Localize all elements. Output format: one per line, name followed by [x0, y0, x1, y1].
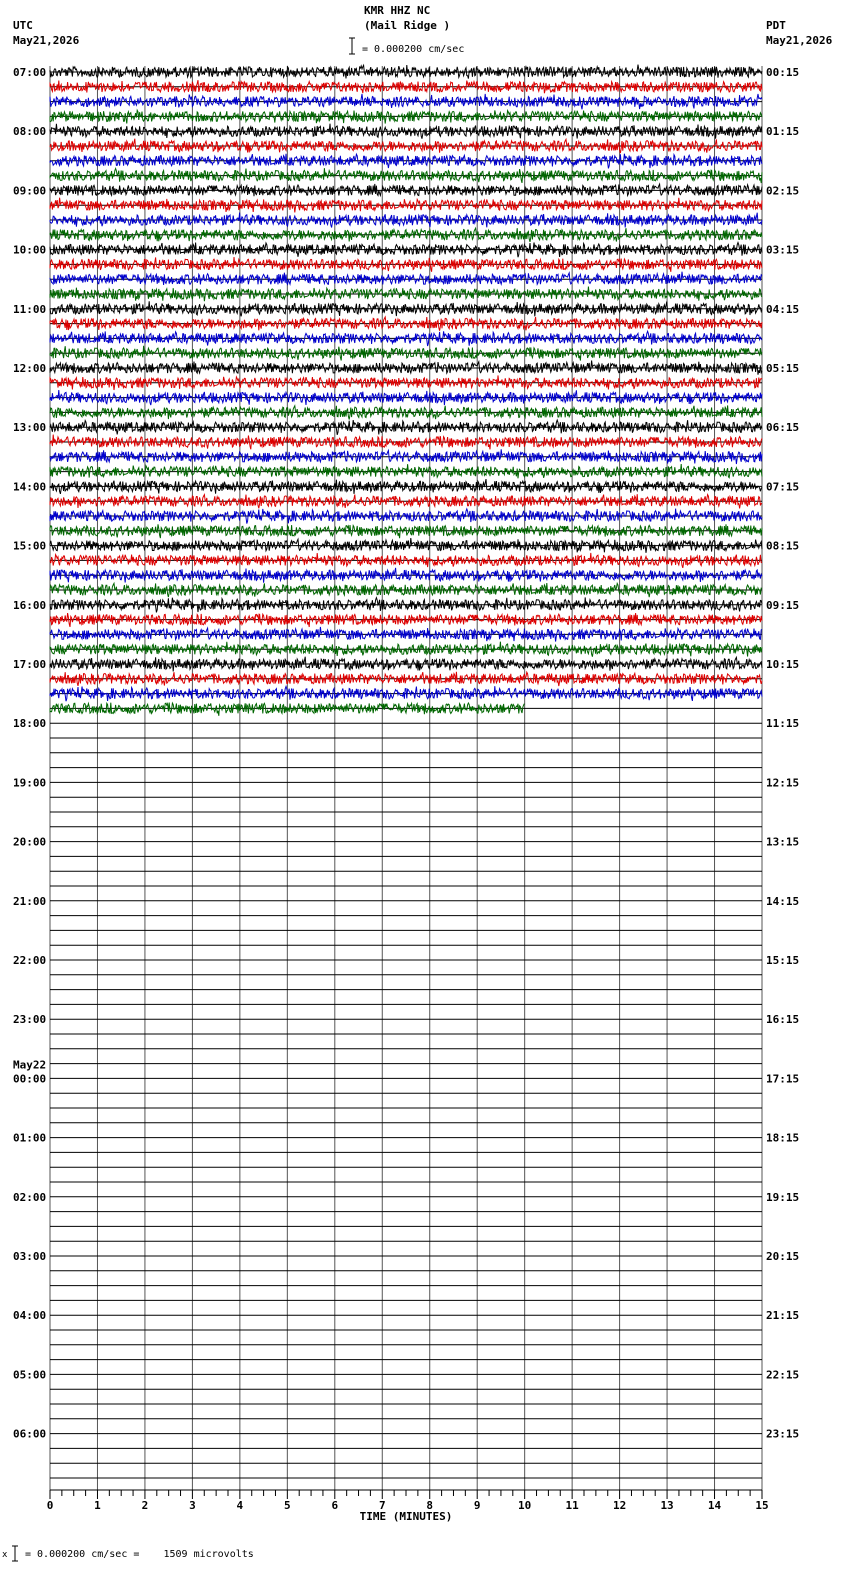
utc-hour-label: 06:00	[13, 1427, 47, 1441]
x-tick-label: 13	[660, 1499, 674, 1512]
utc-hour-label: 11:00	[13, 302, 47, 316]
utc-hour-label: 20:00	[13, 835, 47, 849]
seismic-trace	[50, 287, 762, 302]
utc-hour-label: 05:00	[13, 1368, 47, 1382]
pdt-hour-label: 01:15	[766, 125, 800, 139]
pdt-hour-label: 15:15	[766, 954, 800, 967]
x-tick-label: 8	[426, 1499, 434, 1512]
pdt-hour-label: 21:15	[766, 1309, 800, 1323]
utc-hour-label: 23:00	[13, 1013, 47, 1027]
x-tick-label: 10	[518, 1499, 532, 1512]
x-tick-label: 14	[707, 1499, 722, 1512]
x-tick-label: 7	[378, 1499, 386, 1512]
x-tick-label: 4	[236, 1499, 244, 1512]
pdt-hour-label: 11:15	[766, 717, 800, 731]
pdt-hour-label: 03:15	[766, 243, 800, 257]
pdt-hour-label: 10:15	[766, 658, 800, 671]
pdt-hour-label: 14:15	[766, 894, 800, 908]
pdt-hour-label: 16:15	[766, 1013, 800, 1027]
right-timezone: PDT	[766, 19, 786, 32]
x-tick-label: 1	[94, 1499, 101, 1512]
pdt-hour-label: 23:15	[766, 1427, 800, 1441]
utc-hour-label: 09:00	[13, 184, 47, 198]
footer-scale-text: = 0.000200 cm/sec = 1509 microvolts	[25, 1549, 254, 1560]
left-date: May21,2026	[13, 34, 80, 47]
x-tick-label: 2	[141, 1499, 149, 1512]
pdt-hour-label: 08:15	[766, 539, 800, 553]
seismic-trace	[50, 110, 762, 123]
pdt-hour-label: 04:15	[766, 302, 800, 316]
utc-hour-label: 17:00	[13, 658, 47, 671]
utc-hour-label: 21:00	[13, 894, 47, 908]
pdt-hour-label: 02:15	[766, 184, 800, 198]
utc-hour-label: 16:00	[13, 598, 47, 612]
utc-hour-label: 10:00	[13, 243, 47, 257]
pdt-hour-label: 17:15	[766, 1072, 800, 1086]
pdt-hour-label: 00:15	[766, 66, 800, 79]
station-location: (Mail Ridge )	[364, 19, 451, 32]
scale-label: = 0.000200 cm/sec	[362, 44, 465, 55]
utc-hour-label: 13:00	[13, 421, 47, 435]
pdt-hour-label: 06:15	[766, 421, 800, 435]
seismic-trace	[50, 198, 762, 213]
pdt-hour-label: 20:15	[766, 1250, 800, 1263]
seismic-trace	[50, 642, 762, 657]
x-tick-label: 12	[612, 1499, 627, 1512]
pdt-hour-label: 09:15	[766, 598, 800, 612]
utc-hour-label: 12:00	[13, 362, 47, 375]
x-tick-label: 6	[331, 1499, 339, 1512]
x-tick-label: 11	[565, 1499, 579, 1512]
x-tick-label: 3	[189, 1499, 196, 1512]
seismic-trace	[50, 94, 762, 109]
utc-hour-label: 03:00	[13, 1250, 47, 1263]
seismic-trace	[50, 272, 762, 285]
utc-hour-label: 07:00	[13, 66, 47, 79]
station-title: KMR HHZ NC	[364, 4, 431, 17]
seismic-trace	[50, 524, 762, 538]
seismic-trace	[50, 464, 762, 478]
seismic-trace	[50, 435, 762, 450]
pdt-hour-label: 19:15	[766, 1190, 800, 1204]
x-axis-title: TIME (MINUTES)	[359, 1510, 453, 1523]
pdt-hour-label: 05:15	[766, 362, 800, 375]
utc-hour-label: 01:00	[13, 1131, 47, 1145]
utc-hour-label: 15:00	[13, 539, 47, 553]
seismic-trace	[50, 479, 762, 494]
right-date: May21,2026	[766, 34, 833, 47]
pdt-hour-label: 12:15	[766, 776, 800, 790]
pdt-hour-label: 07:15	[766, 480, 800, 494]
utc-hour-label: 14:00	[13, 480, 47, 494]
pdt-hour-label: 13:15	[766, 835, 800, 849]
utc-hour-label: 02:00	[13, 1190, 47, 1204]
left-timezone: UTC	[13, 19, 33, 32]
seismic-trace	[50, 80, 762, 93]
utc-hour-label: 04:00	[13, 1309, 47, 1323]
x-tick-label: 0	[46, 1499, 54, 1512]
x-tick-label: 5	[284, 1499, 291, 1512]
utc-hour-label: 22:00	[13, 954, 47, 967]
utc-hour-label: 19:00	[13, 776, 47, 790]
x-tick-label: 9	[473, 1499, 481, 1512]
utc-hour-label: 08:00	[13, 125, 47, 139]
utc-date-label: May22	[13, 1058, 47, 1072]
utc-hour-label: 00:00	[13, 1072, 47, 1086]
utc-hour-label: 18:00	[13, 717, 47, 731]
x-tick-label: 15	[755, 1499, 769, 1512]
pdt-hour-label: 18:15	[766, 1131, 800, 1145]
footer-scale-prefix: x	[2, 1550, 8, 1560]
pdt-hour-label: 22:15	[766, 1368, 800, 1382]
